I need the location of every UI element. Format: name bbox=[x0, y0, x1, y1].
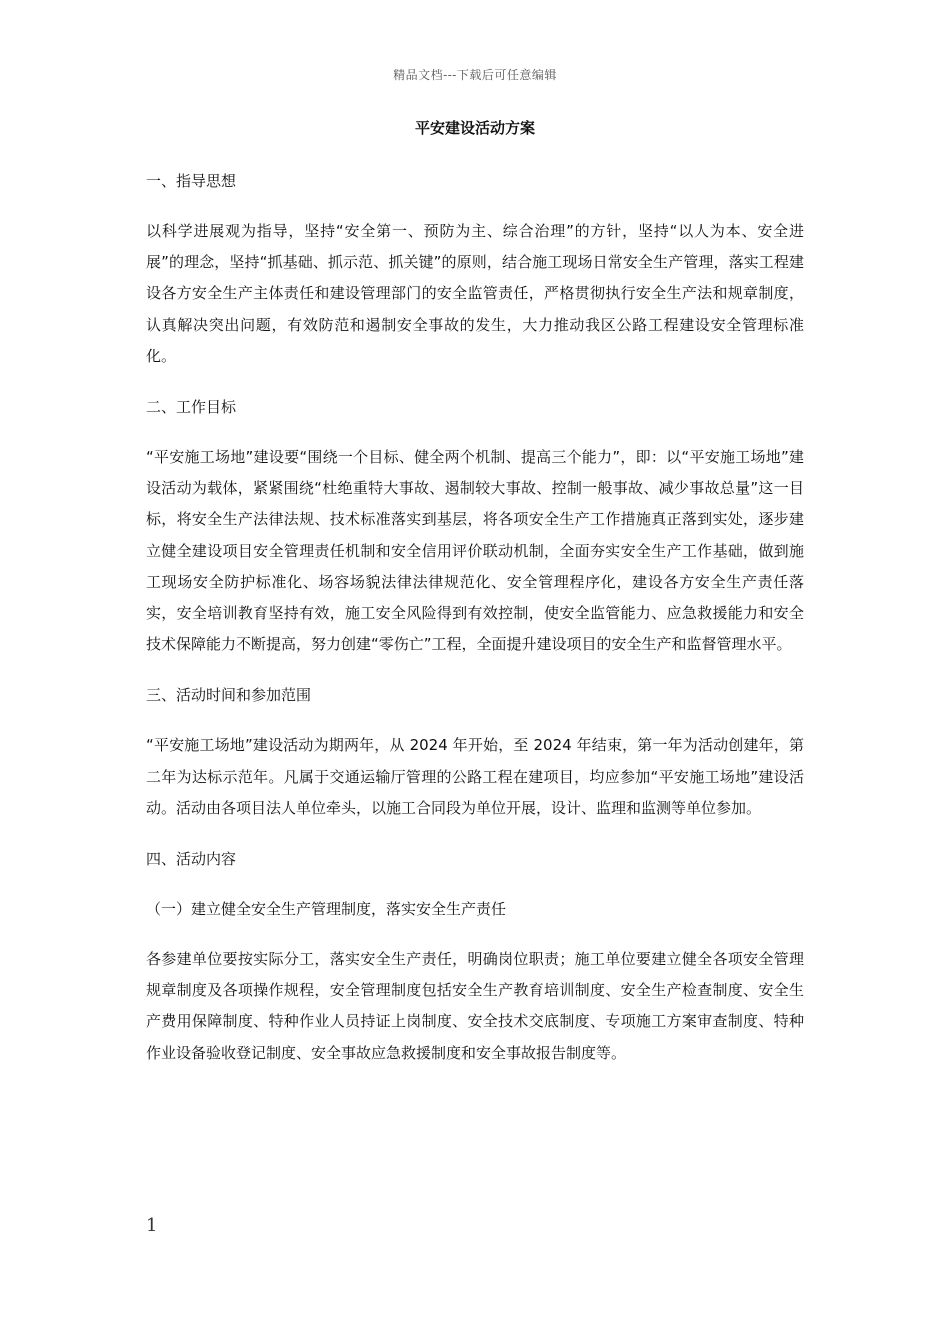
subsection-heading-4-1: （一）建立健全安全生产管理制度，落实安全生产责任 bbox=[146, 900, 507, 919]
section-paragraph-3: “平安施工场地”建设活动为期两年，从 2024 年开始，至 2024 年结束，第一年为活动创建年，第二年为达标示范年。凡属于交通运输厅管理的公路工程在建项目，均应参加“平安施工场地”建设活动。活动由各项目法人单位牵头，以施工合同段为单位开展，设计、监理和监测等单位参加。 bbox=[146, 736, 804, 817]
document-title: 平安建设活动方案 bbox=[414, 119, 535, 137]
section-paragraph-1: 以科学进展观为指导，坚持“安全第一、预防为主、综合治理”的方针，坚持“以人为本、安全进展”的理念，坚持“抓基础、抓示范、抓关键”的原则，结合施工现场日常安全生产管理，落实工程建设各方安全生产主体责任和建设管理部门的安全监管责任，严格贯彻执行安全生产法和规章制度，认真解决突出问题，有效防范和遏制安全事故的发生，大力推动我区公路工程建设安全管理标准化。 bbox=[146, 222, 804, 365]
section-heading-3: 三、活动时间和参加范围 bbox=[146, 686, 312, 705]
section-heading-4: 四、活动内容 bbox=[146, 850, 237, 869]
section-heading-1: 一、指导思想 bbox=[146, 172, 237, 190]
header-note: 精品文档---下载后可任意编辑 bbox=[393, 68, 557, 82]
section-heading-2: 二、工作目标 bbox=[146, 398, 237, 417]
page-number: 1 bbox=[146, 1215, 158, 1236]
section-paragraph-4: 各参建单位要按实际分工，落实安全生产责任，明确岗位职责；施工单位要建立健全各项安全管理规章制度及各项操作规程，安全管理制度包括安全生产教育培训制度、安全生产检查制度、安全生产费用保障制度、特种作业人员持证上岗制度、安全技术交底制度、专项施工方案审查制度、特种作业设备验收登记制度、安全事故应急救援制度和安全事故报告制度等。 bbox=[146, 950, 804, 1062]
section-paragraph-2: “平安施工场地”建设要“围绕一个目标、健全两个机制、提高三个能力”，即：以“平安施工场地”建设活动为载体，紧紧围绕“杜绝重特大事故、遏制较大事故、控制一般事故、减少事故总量”这一目标，将安全生产法律法规、技术标准落实到基层，将各项安全生产工作措施真正落到实处，逐步建立健全建设项目安全管理责任机制和安全信用评价联动机制，全面夯实安全生产工作基础，做到施工现场安全防护标准化、场容场貌法律法律规范化、安全管理程序化，建设各方安全生产责任落实，安全培训教育坚持有效，施工安全风险得到有效控制，使安全监管能力、应急救援能力和安全技术保障能力不断提高，努力创建“零伤亡”工程，全面提升建设项目的安全生产和监督管理水平。 bbox=[146, 448, 804, 654]
document-body bbox=[146, 166, 804, 1069]
